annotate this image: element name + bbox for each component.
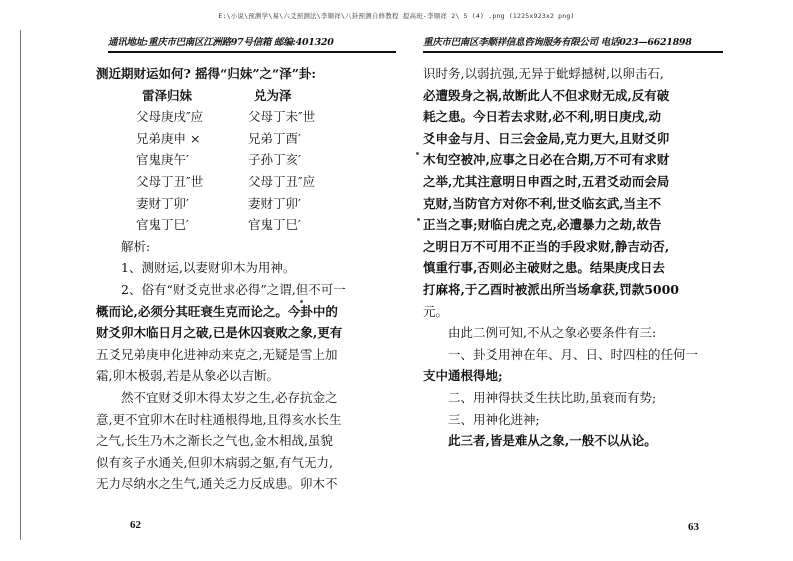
text-line: 慎重行事,否则必主破财之患。结果庚戌日去 bbox=[423, 260, 665, 276]
text-line: 意,更不宜卯木在时柱通根得地,且得亥水长生 bbox=[96, 411, 342, 427]
scan-speck bbox=[417, 218, 420, 221]
scan-binding-edge bbox=[20, 30, 24, 540]
right-page-number: 63 bbox=[688, 521, 699, 533]
right-page-header: 重庆市巴南区李顺祥信息咨询服务有限公司 电话023—6621898 bbox=[423, 36, 723, 53]
left-page-number: 62 bbox=[130, 519, 141, 531]
text-line: 无力尽纳水之生气,通关乏力反成患。卯木不 bbox=[96, 476, 338, 492]
gua-line: 兄弟丁酉′ bbox=[248, 130, 301, 146]
text-line: 2、俗有“财爻克世求必得”之谓,但不可一 bbox=[121, 281, 346, 297]
left-page-body bbox=[96, 63, 396, 495]
text-line: 之气,长生乃木之渐长之气也,金木相战,虽貌 bbox=[96, 433, 333, 449]
scan-speck bbox=[416, 152, 419, 155]
text-line: 此三者,皆是难从之象,一般不以从论。 bbox=[448, 433, 657, 449]
gua-line: 父母丁丑″世 bbox=[136, 173, 204, 189]
gua-line: 妻财丁卯′ bbox=[136, 195, 189, 211]
question-line: 测近期财运如何? 摇得“归妹”之“泽”卦: bbox=[96, 66, 317, 81]
right-page bbox=[423, 36, 723, 546]
gua-line: 官鬼丁巳′ bbox=[136, 217, 189, 233]
analysis-label: 解析: bbox=[121, 238, 151, 254]
text-line: 元。 bbox=[423, 303, 449, 319]
text-line: 概而论,必须分其旺衰生克而论之。今卦中的 bbox=[96, 303, 338, 319]
text-line: 二、用神得扶爻生扶比助,虽衰而有势; bbox=[448, 389, 657, 405]
left-page bbox=[96, 36, 396, 546]
gua-line: 官鬼庚午′ bbox=[136, 152, 189, 168]
text-line: 霜,卯木极弱,若是从象必以吉断。 bbox=[96, 368, 279, 384]
text-line: 财爻卯木临日月之破,已是休囚衰败之象,更有 bbox=[96, 325, 343, 341]
gua-left-title: 雷泽归妹 bbox=[142, 87, 193, 103]
text-line: 一、卦爻用神在年、月、日、时四柱的任何一 bbox=[448, 346, 699, 362]
text-line: 之明日万不可用不正当的手段求财,静吉动否, bbox=[423, 238, 670, 254]
gua-table bbox=[136, 85, 396, 236]
gua-line: 父母丁丑″应 bbox=[248, 173, 316, 189]
right-page-body bbox=[423, 63, 723, 452]
text-line: 打麻将,于乙酉时被派出所当场拿获,罚款5000 bbox=[423, 281, 679, 297]
text-line: 之举,尤其注意明日申酉之时,五君爻动而会局 bbox=[423, 173, 670, 189]
gua-line: 父母丁未″世 bbox=[248, 109, 316, 125]
gua-line: 妻财丁卯′ bbox=[248, 195, 301, 211]
text-line: 克财,当防官方对你不利,世爻临玄武,当主不 bbox=[423, 195, 662, 211]
left-page-header: 通讯地址:重庆市巴南区江洲路97号信箱 邮编:401320 bbox=[108, 36, 396, 53]
gua-line: 兄弟庚申 × bbox=[136, 130, 201, 146]
text-line: 木旬空被冲,应事之日必在合期,万不可有求财 bbox=[423, 152, 670, 168]
gua-right-title: 兑为泽 bbox=[254, 87, 292, 103]
text-line: 三、用神化进神; bbox=[448, 411, 540, 427]
scan-file-path: E:\小说\预测学\易\六爻预测法\李顺祥\八卦预测自修教程 提高班-李顺祥 2\ 5 (4) .png (1225x923x2 png) bbox=[218, 12, 575, 20]
text-line: 由此二例可知,不从之象必要条件有三: bbox=[448, 325, 657, 341]
text-line: 然不宜财爻卯木得太岁之生,必存抗金之 bbox=[121, 389, 338, 405]
text-line: 爻申金与月、日三会金局,克力更大,且财爻卯 bbox=[423, 130, 670, 146]
text-line: 识时务,以弱抗强,无异于蚍蜉撼树,以卵击石, bbox=[423, 66, 664, 81]
text-line: 耗之患。今日若去求财,必不利,明日庚戌,动 bbox=[423, 109, 662, 125]
gua-line: 父母庚戌″应 bbox=[136, 109, 204, 125]
gua-line: 子孙丁亥′ bbox=[248, 152, 301, 168]
text-line: 1、测财运,以妻财卯木为用神。 bbox=[121, 260, 296, 276]
text-line: 五爻兄弟庚申化进神动来克之,无疑是雪上加 bbox=[96, 346, 338, 362]
text-line: 正当之事;财临白虎之克,必遭暴力之劫,故告 bbox=[423, 217, 662, 233]
text-line: 似有亥子水通关,但卯木病弱之躯,有气无力, bbox=[96, 454, 333, 470]
text-line: 支中通根得地; bbox=[423, 368, 503, 384]
gua-line: 官鬼丁巳′ bbox=[248, 217, 301, 233]
text-line: 必遭毁身之祸,故断此人不但求财无成,反有破 bbox=[423, 87, 670, 103]
